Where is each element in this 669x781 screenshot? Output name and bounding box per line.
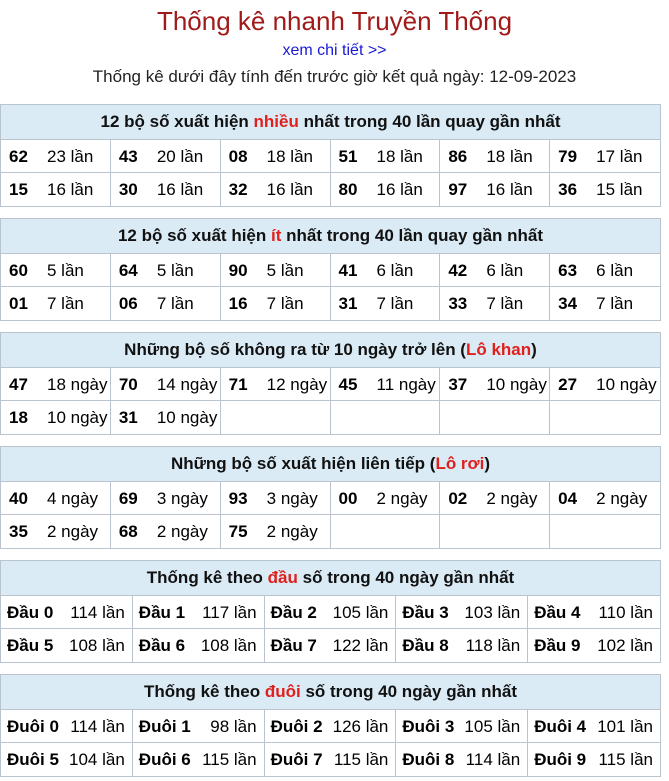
- occurrence-count: 11 ngày: [376, 375, 436, 394]
- digit-count: 105 lần: [464, 717, 521, 736]
- lottery-number: 35: [9, 522, 28, 541]
- stat-cell: [1, 140, 111, 173]
- stat-cell: [331, 368, 441, 401]
- stat-cell: [331, 173, 441, 206]
- stat-cell: [111, 401, 221, 434]
- lo-roi-section: [0, 446, 661, 549]
- lo-roi-grid: [1, 482, 660, 548]
- stat-cell: [440, 140, 550, 173]
- occurrence-count: 18 ngày: [47, 375, 108, 394]
- stat-cell: [1, 173, 111, 206]
- stat-cell: [1, 515, 111, 548]
- lottery-number: 47: [9, 375, 28, 394]
- digit-label: Đầu 8: [402, 636, 449, 655]
- stat-cell: [440, 173, 550, 206]
- stat-cell: [111, 287, 221, 320]
- lo-khan-grid: [1, 368, 660, 434]
- stat-cell: [221, 368, 331, 401]
- most-frequent-header: 12 bộ số xuất hiện nhiều nhất trong 40 lần quay gần nhất: [1, 105, 660, 140]
- digit-label: Đầu 4: [534, 603, 581, 622]
- digit-stat-cell: [528, 710, 660, 743]
- stat-cell: [111, 515, 221, 548]
- occurrence-count: 3 ngày: [266, 489, 318, 508]
- stat-cell: [550, 401, 660, 434]
- stat-cell: [550, 287, 660, 320]
- lottery-number: 79: [558, 147, 578, 166]
- digit-label: Đuôi 9: [534, 750, 587, 769]
- occurrence-count: 17 lần: [596, 147, 643, 166]
- digit-label: Đầu 2: [270, 603, 317, 622]
- digit-label: Đuôi 6: [138, 750, 191, 769]
- lottery-number: 62: [9, 147, 28, 166]
- stat-cell: [550, 515, 660, 548]
- occurrence-count: 7 lần: [266, 294, 304, 313]
- stat-cell: [1, 287, 111, 320]
- occurrence-count: 18 lần: [376, 147, 423, 166]
- occurrence-count: 18 lần: [486, 147, 533, 166]
- duoi-grid: [1, 710, 660, 776]
- stat-cell: [221, 482, 331, 515]
- occurrence-count: 7 lần: [156, 294, 194, 313]
- lottery-number: 01: [9, 294, 28, 313]
- stat-cell: [1, 482, 111, 515]
- stat-cell: [550, 368, 660, 401]
- occurrence-count: 2 ngày: [156, 522, 208, 541]
- stat-cell: [331, 482, 441, 515]
- digit-stat-cell: [133, 596, 265, 629]
- lottery-number: 43: [118, 147, 138, 166]
- lottery-number: 08: [228, 147, 248, 166]
- lottery-number: 68: [118, 522, 138, 541]
- digit-label: Đầu 9: [534, 636, 581, 655]
- occurrence-count: 7 lần: [486, 294, 524, 313]
- digit-stat-cell: [265, 629, 397, 662]
- digit-label: Đầu 5: [7, 636, 54, 655]
- occurrence-count: 23 lần: [47, 147, 94, 166]
- digit-label: Đầu 7: [270, 636, 317, 655]
- page-title: Thống kê nhanh Truyền Thống: [156, 6, 513, 36]
- occurrence-count: 6 lần: [596, 261, 634, 280]
- duoi-section: [0, 674, 661, 777]
- lottery-number: 16: [228, 294, 248, 313]
- digit-count: 114 lần: [70, 603, 125, 622]
- lottery-number: 02: [448, 489, 468, 508]
- digit-label: Đuôi 7: [270, 750, 323, 769]
- digit-count: 122 lần: [332, 636, 389, 655]
- occurrence-count: 16 lần: [47, 180, 94, 199]
- lottery-number: 80: [338, 180, 358, 199]
- digit-stat-cell: [133, 743, 265, 776]
- occurrence-count: 10 ngày: [596, 375, 657, 394]
- digit-stat-cell: [528, 629, 660, 662]
- digit-count: 101 lần: [597, 717, 653, 736]
- occurrence-count: 6 lần: [486, 261, 524, 280]
- occurrence-count: 6 lần: [376, 261, 414, 280]
- digit-count: 117 lần: [202, 603, 257, 622]
- digit-label: Đuôi 0: [7, 717, 59, 736]
- digit-stat-cell: [396, 710, 528, 743]
- digit-count: 102 lần: [597, 636, 653, 655]
- digit-stat-cell: [528, 596, 660, 629]
- digit-label: Đầu 0: [7, 603, 54, 622]
- occurrence-count: 2 ngày: [596, 489, 648, 508]
- digit-label: Đầu 6: [138, 636, 186, 655]
- lottery-number: 00: [338, 489, 358, 508]
- occurrence-count: 3 ngày: [156, 489, 208, 508]
- lottery-number: 31: [338, 294, 358, 313]
- stat-cell: [221, 515, 331, 548]
- digit-count: 115 lần: [598, 750, 653, 769]
- dau-section: [0, 560, 661, 663]
- lo-roi-header: Những bộ số xuất hiện liên tiếp (Lô rơi): [1, 447, 660, 482]
- digit-stat-cell: [265, 596, 397, 629]
- occurrence-count: 16 lần: [376, 180, 423, 199]
- occurrence-count: 7 lần: [47, 294, 84, 313]
- occurrence-count: 16 lần: [486, 180, 533, 199]
- digit-count: 118 lần: [465, 636, 521, 655]
- most-frequent-grid: [1, 140, 660, 206]
- lottery-number: 93: [228, 489, 248, 508]
- occurrence-count: 16 lần: [266, 180, 313, 199]
- lottery-number: 70: [118, 375, 138, 394]
- lottery-number: 51: [338, 147, 358, 166]
- lottery-number: 06: [118, 294, 138, 313]
- lottery-number: 42: [448, 261, 468, 280]
- stat-cell: [221, 173, 331, 206]
- dau-header: Thống kê theo đầu số trong 40 ngày gần nhất: [1, 561, 660, 596]
- stat-cell: [331, 287, 441, 320]
- digit-label: Đầu 3: [402, 603, 449, 622]
- digit-stat-cell: [133, 710, 265, 743]
- dau-grid: [1, 596, 660, 662]
- digit-count: 98 lần: [210, 717, 257, 736]
- least-frequent-header: 12 bộ số xuất hiện ít nhất trong 40 lần quay gần nhất: [1, 219, 660, 254]
- occurrence-count: 20 lần: [156, 147, 204, 166]
- occurrence-count: 16 lần: [156, 180, 204, 199]
- stat-cell: [1, 368, 111, 401]
- digit-count: 126 lần: [332, 717, 389, 736]
- digit-label: Đầu 1: [138, 603, 186, 622]
- most-frequent-section: [0, 104, 661, 207]
- stat-cell: [221, 401, 331, 434]
- lottery-number: 34: [558, 294, 578, 313]
- stat-cell: [331, 515, 441, 548]
- lottery-number: 31: [118, 408, 138, 427]
- digit-label: Đuôi 5: [7, 750, 59, 769]
- stat-cell: [111, 482, 221, 515]
- lottery-number: 97: [448, 180, 468, 199]
- lottery-number: 40: [9, 489, 28, 508]
- lo-khan-section: [0, 332, 661, 435]
- occurrence-count: 7 lần: [596, 294, 634, 313]
- stat-cell: [550, 140, 660, 173]
- least-frequent-grid: [1, 254, 660, 320]
- digit-count: 104 lần: [69, 750, 125, 769]
- digit-count: 108 lần: [69, 636, 125, 655]
- occurrence-count: 10 ngày: [47, 408, 108, 427]
- digit-count: 110 lần: [598, 603, 653, 622]
- digit-label: Đuôi 1: [138, 717, 191, 736]
- occurrence-count: 5 lần: [156, 261, 194, 280]
- lottery-number: 86: [448, 147, 468, 166]
- digit-count: 115 lần: [202, 750, 257, 769]
- occurrence-count: 15 lần: [596, 180, 643, 199]
- lottery-number: 33: [448, 294, 468, 313]
- lottery-number: 15: [9, 180, 28, 199]
- stat-cell: [550, 173, 660, 206]
- lottery-number: 04: [558, 489, 578, 508]
- digit-stat-cell: [265, 710, 397, 743]
- stat-cell: [221, 254, 331, 287]
- lottery-number: 60: [9, 261, 28, 280]
- digit-count: 105 lần: [332, 603, 389, 622]
- occurrence-count: 10 ngày: [486, 375, 547, 394]
- stat-cell: [111, 173, 221, 206]
- occurrence-count: 10 ngày: [156, 408, 218, 427]
- digit-stat-cell: [133, 629, 265, 662]
- occurrence-count: 18 lần: [266, 147, 313, 166]
- lottery-number: 90: [228, 261, 248, 280]
- duoi-header: Thống kê theo đuôi số trong 40 ngày gần nhất: [1, 675, 660, 710]
- lo-khan-header: Những bộ số không ra từ 10 ngày trở lên (Lô khan): [1, 333, 660, 368]
- digit-stat-cell: [1, 629, 133, 662]
- occurrence-count: 4 ngày: [47, 489, 99, 508]
- stat-cell: [1, 254, 111, 287]
- stat-cell: [221, 140, 331, 173]
- stat-cell: [440, 515, 550, 548]
- digit-label: Đuôi 2: [270, 717, 323, 736]
- stat-cell: [1, 401, 111, 434]
- stat-cell: [440, 401, 550, 434]
- lottery-number: 37: [448, 375, 468, 394]
- occurrence-count: 2 ngày: [47, 522, 99, 541]
- stat-cell: [550, 482, 660, 515]
- occurrence-count: 12 ngày: [266, 375, 328, 394]
- lottery-number: 36: [558, 180, 578, 199]
- occurrence-count: 2 ngày: [486, 489, 538, 508]
- stat-cell: [331, 254, 441, 287]
- stat-cell: [550, 254, 660, 287]
- lottery-number: 75: [228, 522, 248, 541]
- digit-count: 115 lần: [333, 750, 389, 769]
- stat-cell: [440, 482, 550, 515]
- digit-stat-cell: [1, 596, 133, 629]
- stat-cell: [440, 368, 550, 401]
- digit-count: 103 lần: [464, 603, 521, 622]
- stat-cell: [111, 368, 221, 401]
- digit-stat-cell: [396, 743, 528, 776]
- digit-count: 114 lần: [70, 717, 125, 736]
- occurrence-count: 14 ngày: [156, 375, 218, 394]
- lottery-number: 64: [118, 261, 138, 280]
- occurrence-count: 5 lần: [266, 261, 304, 280]
- lottery-number: 69: [118, 489, 138, 508]
- occurrence-count: 2 ngày: [376, 489, 428, 508]
- occurrence-count: 7 lần: [376, 294, 414, 313]
- lottery-number: 18: [9, 408, 28, 427]
- digit-count: 108 lần: [200, 636, 257, 655]
- occurrence-count: 2 ngày: [266, 522, 318, 541]
- digit-stat-cell: [1, 710, 133, 743]
- occurrence-count: 5 lần: [47, 261, 84, 280]
- digit-stat-cell: [528, 743, 660, 776]
- digit-label: Đuôi 4: [534, 717, 587, 736]
- stat-cell: [221, 287, 331, 320]
- digit-stat-cell: [396, 629, 528, 662]
- digit-stat-cell: [396, 596, 528, 629]
- stat-cell: [331, 140, 441, 173]
- stat-cell: [111, 254, 221, 287]
- digit-stat-cell: [1, 743, 133, 776]
- details-link[interactable]: xem chi tiết >>: [282, 42, 387, 59]
- lottery-number: 71: [228, 375, 248, 394]
- stat-cell: [331, 401, 441, 434]
- lottery-number: 30: [118, 180, 138, 199]
- lottery-number: 45: [338, 375, 358, 394]
- lottery-number: 41: [338, 261, 358, 280]
- digit-count: 114 lần: [465, 750, 521, 769]
- digit-label: Đuôi 3: [402, 717, 455, 736]
- page-subtitle: Thống kê dưới đây tính đến trước giờ kết quả ngày: 12-09-2023: [92, 67, 577, 86]
- stat-cell: [440, 254, 550, 287]
- digit-label: Đuôi 8: [402, 750, 455, 769]
- digit-stat-cell: [265, 743, 397, 776]
- stat-cell: [111, 140, 221, 173]
- lottery-number: 32: [228, 180, 248, 199]
- lottery-number: 63: [558, 261, 578, 280]
- lottery-number: 27: [558, 375, 578, 394]
- least-frequent-section: [0, 218, 661, 321]
- stat-cell: [440, 287, 550, 320]
